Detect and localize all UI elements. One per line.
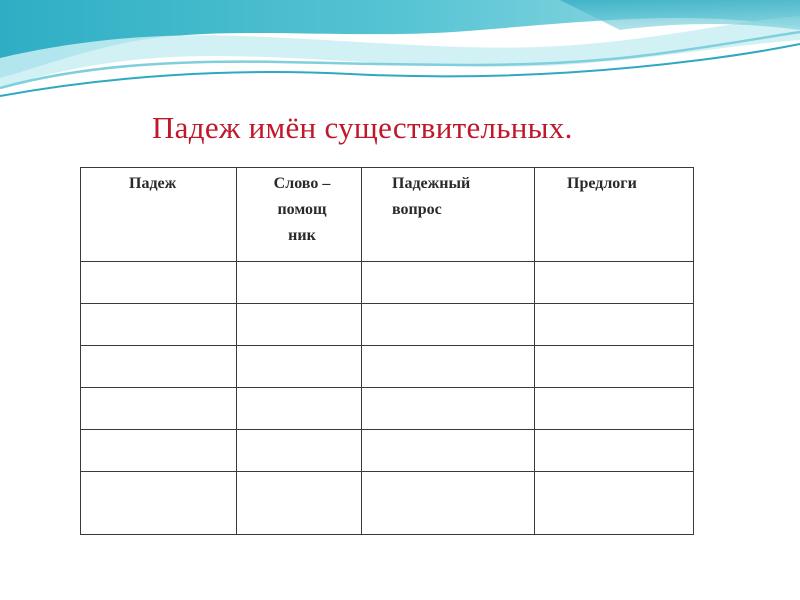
table-cell[interactable] (237, 472, 362, 535)
table-cell[interactable] (535, 304, 694, 346)
table-cell[interactable] (535, 430, 694, 472)
table-cell[interactable] (81, 472, 237, 535)
header-helper-word: Слово – помощ ник (237, 168, 362, 262)
case-table (80, 167, 694, 535)
table-cell[interactable] (237, 262, 362, 304)
table-cell[interactable] (362, 388, 535, 430)
table-cell[interactable] (362, 430, 535, 472)
table-cell[interactable] (81, 346, 237, 388)
wave-shape-right (560, 0, 800, 30)
table-cell[interactable] (237, 388, 362, 430)
table-cell[interactable] (81, 388, 237, 430)
slide-title: Падеж имён существительных. (152, 110, 573, 145)
table-cell[interactable] (81, 430, 237, 472)
table-cell[interactable] (237, 346, 362, 388)
header-case: Падеж (81, 168, 237, 262)
table-cell[interactable] (362, 346, 535, 388)
header-case-question: Падежный вопрос (362, 168, 535, 262)
table-cell[interactable] (362, 262, 535, 304)
table-cell[interactable] (362, 304, 535, 346)
table-row (81, 472, 694, 535)
table-cell[interactable] (535, 346, 694, 388)
table-row (81, 430, 694, 472)
table-cell[interactable] (237, 304, 362, 346)
table-cell[interactable] (81, 304, 237, 346)
table-row (81, 388, 694, 430)
table-cell[interactable] (535, 388, 694, 430)
table-cell[interactable] (535, 472, 694, 535)
table-cell[interactable] (81, 262, 237, 304)
table-row (81, 346, 694, 388)
table-header-row (81, 168, 694, 262)
wave-banner (0, 0, 800, 100)
table-cell[interactable] (237, 430, 362, 472)
table-cell[interactable] (535, 262, 694, 304)
table-row (81, 304, 694, 346)
table-cell[interactable] (362, 472, 535, 535)
header-prepositions: Предлоги (535, 168, 694, 262)
table-row (81, 262, 694, 304)
